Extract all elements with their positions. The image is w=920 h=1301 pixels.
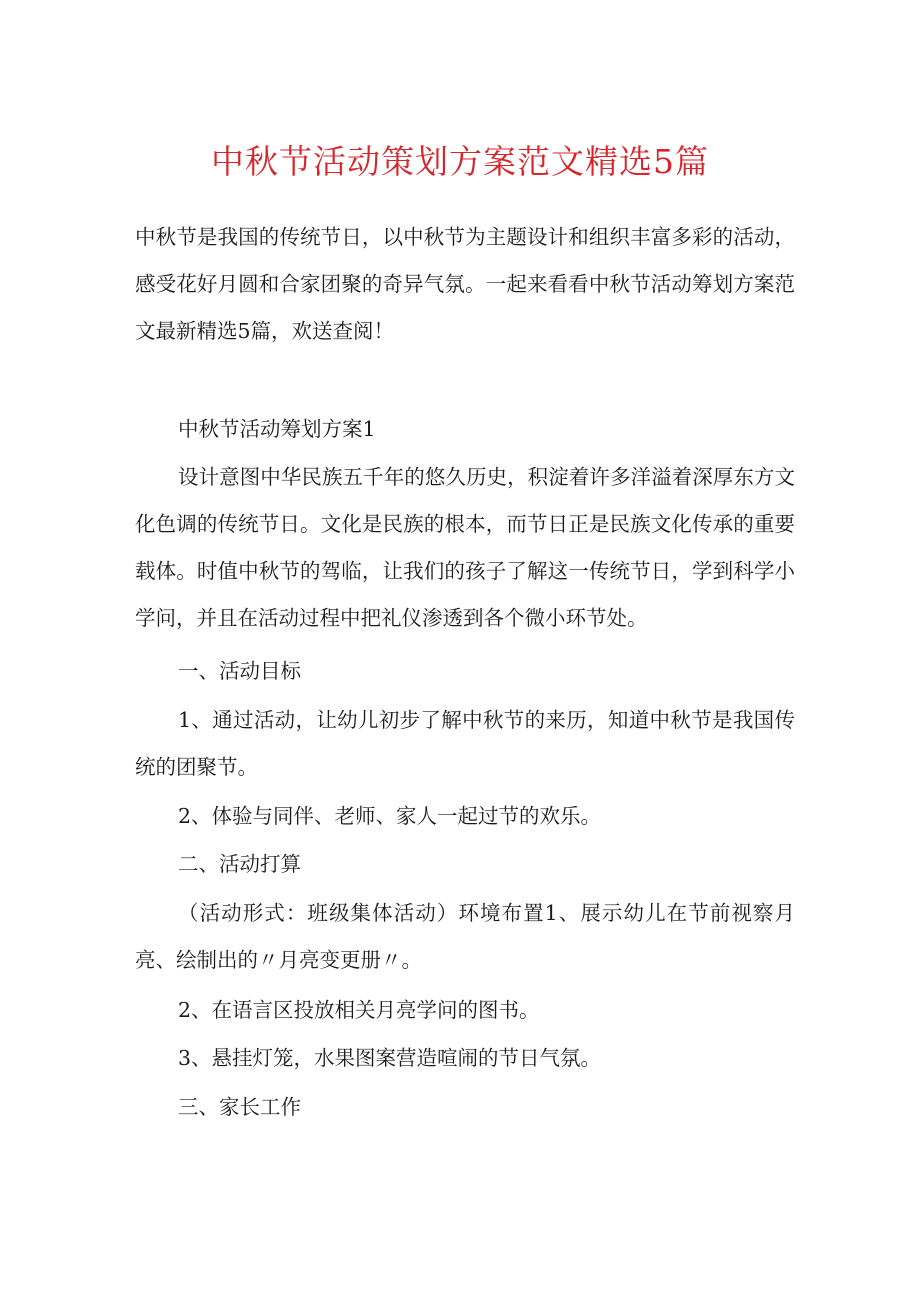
design-intent-paragraph: 设计意图中华民族五千年的悠久历史，积淀着许多洋溢着深厚东方文化色调的传统节日。文化是民族的根本，而节日正是民族文化传承的重要载体。时值中秋节的驾临，让我们的孩子了解这一传统节日，学到科学小学问，并且在活动过程中把礼仪渗透到各个微小环节处。 xyxy=(135,465,795,630)
intro-paragraph: 中秋节是我国的传统节日，以中秋节为主题设计和组织丰富多彩的活动，感受花好月圆和合家团聚的奇异气氛。一起来看看中秋节活动筹划方案范文最新精选5篇，欢送查阅！ xyxy=(135,225,795,343)
parent-heading: 三、家长工作 xyxy=(178,1095,301,1119)
section-heading: 中秋节活动筹划方案1 xyxy=(178,417,376,441)
document-title: 中秋节活动策划方案范文精选5篇 xyxy=(211,142,709,181)
plan-item-2: 2、在语言区投放相关月亮学问的图书。 xyxy=(178,998,540,1022)
goal-heading: 一、活动目标 xyxy=(178,659,301,683)
goal-item-1: 1、通过活动，让幼儿初步了解中秋节的来历，知道中秋节是我国传统的团聚节。 xyxy=(135,708,795,779)
plan-paragraph: （活动形式：班级集体活动）环境布置1、展示幼儿在节前视察月亮、绘制出的〃月亮变更册〃。 xyxy=(135,901,795,972)
plan-heading: 二、活动打算 xyxy=(178,852,301,876)
goal-item-2: 2、体验与同伴、老师、家人一起过节的欢乐。 xyxy=(178,804,602,828)
plan-item-3: 3、悬挂灯笼，水果图案营造喧闹的节日气氛。 xyxy=(178,1046,602,1070)
